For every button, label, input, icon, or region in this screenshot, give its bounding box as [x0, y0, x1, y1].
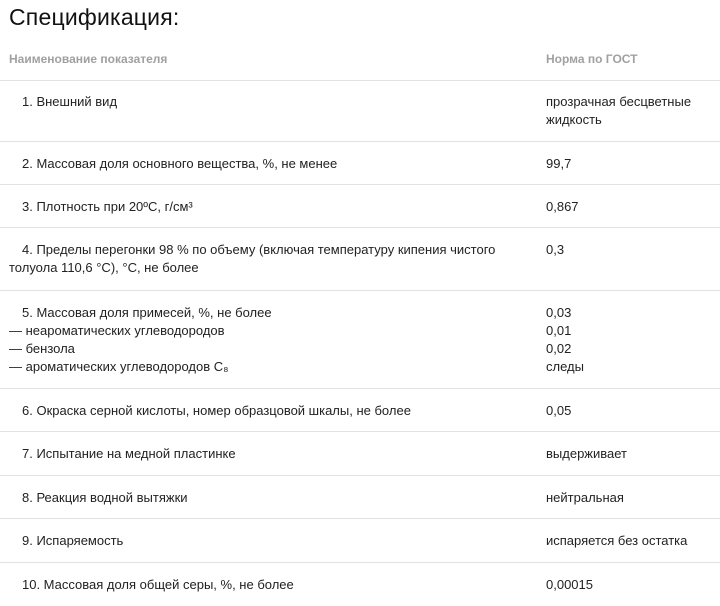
- table-row: [0, 563, 720, 606]
- row-value: 0,00015: [546, 577, 593, 592]
- row-name: [9, 304, 529, 376]
- row-name-text: 6. Окраска серной кислоты, номер образцовой шкалы, не более: [22, 403, 411, 418]
- row-name: [9, 445, 529, 463]
- sub-item-name: — ароматических углеводородов С₈: [9, 359, 229, 374]
- row-name: [9, 93, 529, 111]
- column-header-norm: Норма по ГОСТ: [546, 52, 638, 66]
- row-name: [9, 402, 529, 420]
- row-value: прозрачная бесцветные жидкость: [546, 94, 692, 127]
- spec-table: [0, 80, 720, 606]
- table-row: [0, 432, 720, 476]
- row-value: 0,03: [546, 305, 572, 320]
- page-title: Спецификация:: [9, 4, 180, 30]
- row-name: [9, 241, 529, 277]
- table-row: [0, 389, 720, 432]
- row-name: [9, 489, 529, 507]
- table-row: [0, 228, 720, 291]
- row-name-text: 9. Испаряемость: [22, 533, 124, 548]
- row-name-text: 5. Массовая доля примесей, %, не более: [22, 305, 272, 320]
- sub-item-value: 0,01: [546, 323, 572, 338]
- row-name: [9, 155, 529, 173]
- table-row: [0, 291, 720, 389]
- row-value: 0,3: [546, 242, 565, 257]
- row-value: 0,867: [546, 199, 579, 214]
- row-value: 99,7: [546, 156, 572, 171]
- column-header-name: Наименование показателя: [9, 52, 168, 66]
- sub-item-name: — неароматических углеводородов: [9, 323, 225, 338]
- sub-item-value: 0,02: [546, 341, 572, 356]
- sub-item-name: — бензола: [9, 341, 75, 356]
- table-row: [0, 80, 720, 142]
- row-name-text: 2. Массовая доля основного вещества, %, не менее: [22, 156, 338, 171]
- row-name: [9, 576, 529, 594]
- row-name-text: 10. Массовая доля общей серы, %, не более: [22, 577, 294, 592]
- sub-item-value: следы: [546, 359, 584, 374]
- table-row: [0, 476, 720, 519]
- row-value: выдерживает: [546, 446, 627, 461]
- row-name-text: 7. Испытание на медной пластинке: [22, 446, 236, 461]
- row-name-text: 3. Плотность при 20ºС, г/см³: [22, 199, 193, 214]
- row-name: [9, 532, 529, 550]
- table-row: [0, 142, 720, 185]
- row-name-text: 1. Внешний вид: [22, 94, 118, 109]
- table-header: [0, 44, 720, 81]
- row-value: нейтральная: [546, 490, 624, 505]
- table-row: [0, 185, 720, 228]
- row-value-group: [546, 304, 716, 376]
- row-name-text: 8. Реакция водной вытяжки: [22, 490, 188, 505]
- row-name: [9, 198, 529, 216]
- row-value: 0,05: [546, 403, 572, 418]
- row-name-text: 4. Пределы перегонки 98 % по объему (включая температуру кипения чистого толуола 110,6 °С), °С, не более: [9, 242, 496, 275]
- row-value: испаряется без остатка: [546, 533, 688, 548]
- table-row: [0, 519, 720, 563]
